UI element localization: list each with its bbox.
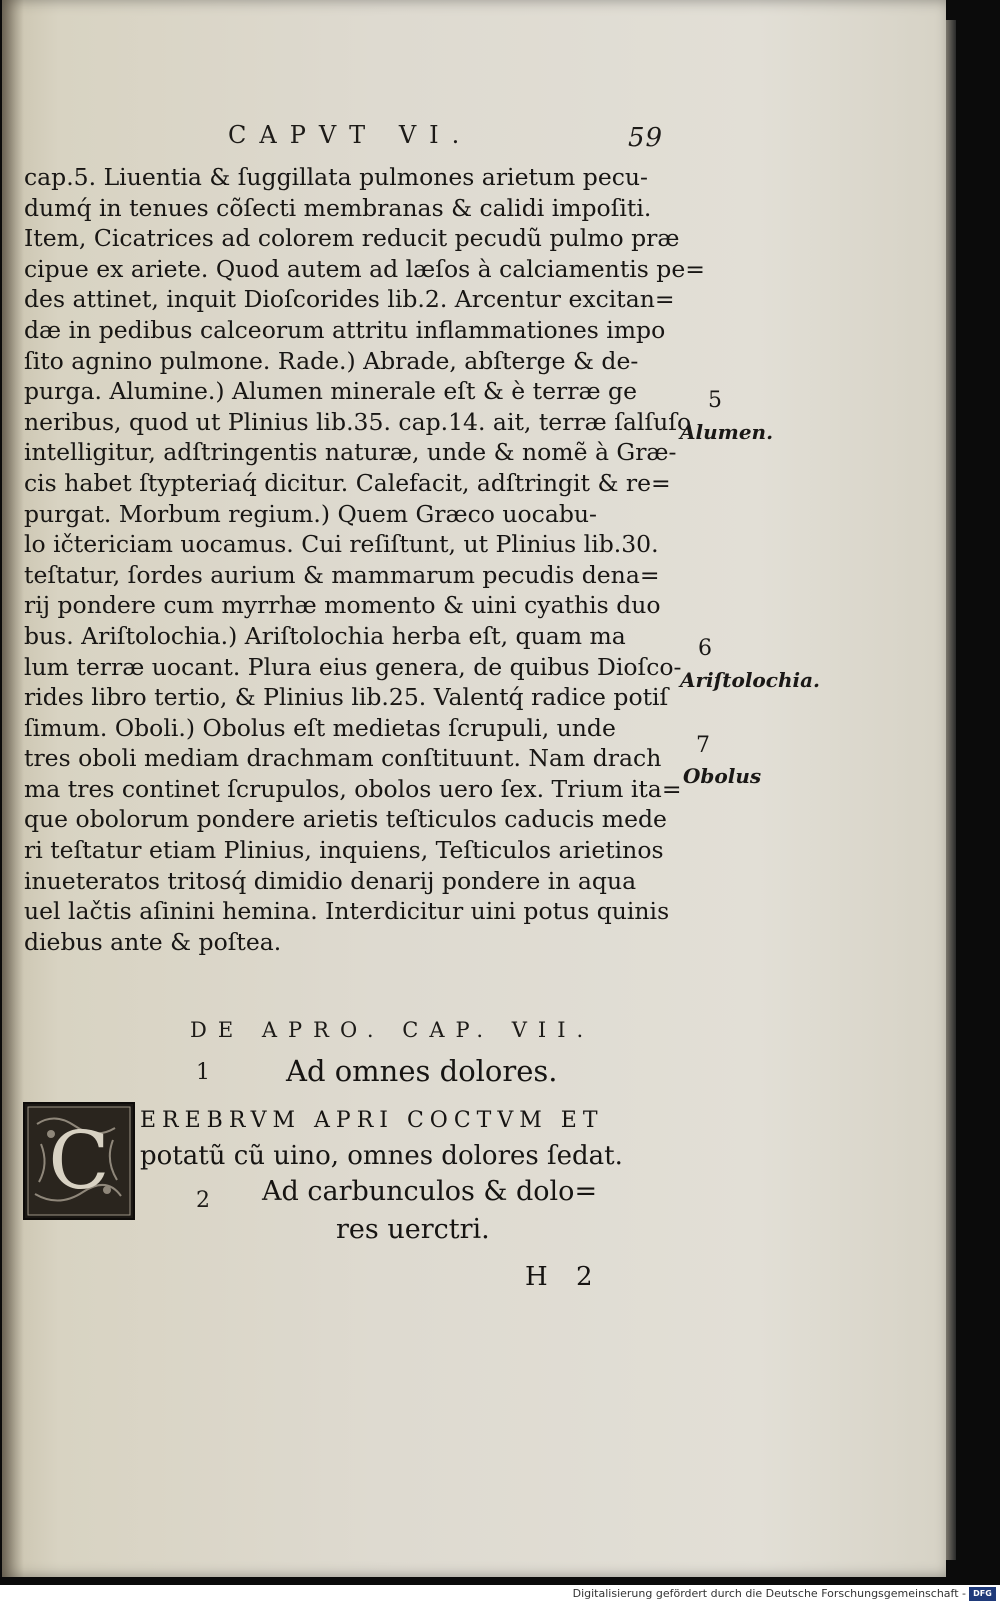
margin-note-number: 6 [698,636,712,661]
text-line: uel lačtis aſinini hemina. Interdicitur uini potus quinis [24,897,670,926]
section-title: Ad carbunculos & dolo= [262,1176,598,1207]
text-line: dæ in pedibus calceorum attritu inflammationes impo [24,315,666,344]
text-line: cap.5. Liuentia & ſuggillata pulmones arietum pecu- [24,163,648,191]
decorated-initial-art [25,1104,133,1218]
text-line: purga. Alumine.) Alumen minerale eſt & è terræ ge [24,377,637,406]
signature-mark: H 2 [525,1262,603,1292]
text-line: rij pondere cum myrrhæ momento & uini cyathis duo [24,591,661,620]
text-line: ma tres continet ſcrupulos, obolos uero ſex. Trium ita= [24,774,682,803]
text-line: ſito agnino pulmone. Rade.) Abrade, abſterge & de- [24,346,639,375]
text-line: tres oboli mediam drachmam conſtituunt. Nam drach [24,744,662,773]
footer-credit: Digitalisierung gefördert durch die Deutsche Forschungsgemeinschaft - [572,1587,966,1600]
text-line: intelligitur, adſtringentis naturæ, unde & nomẽ à Græ- [24,438,677,467]
chapter-heading: DE APRO. CAP. VII. [190,1018,595,1042]
page-number: 59 [628,123,664,153]
text-line: ri teſtatur etiam Plinius, inquiens, Teſticulos arietinos [24,836,664,865]
text-line: dumq́ in tenues cõſecti membranas & calidi impoſiti. [24,193,652,222]
margin-note-number: 7 [696,733,710,758]
text-line: Item, Cicatrices ad colorem reducit pecudũ pulmo præ [24,224,680,253]
text-line: cipue ex ariete. Quod autem ad læſos à calciamentis pe= [24,254,705,283]
footer-bar [0,1585,1000,1604]
opening-capitals: EREBRVM APRI COCTVM ET [140,1108,604,1133]
text-line: ſimum. Oboli.) Obolus eſt medietas ſcrupuli, unde [24,713,616,742]
text-line: lo ičtericiam uocamus. Cui reſiſtunt, ut Plinius lib.30. [24,530,659,559]
text-line: teſtatur, ſordes aurium & mammarum pecudis dena= [24,560,660,589]
decorated-initial [23,1102,135,1220]
dfg-logo: DFG [969,1587,996,1601]
section-number: 2 [196,1188,210,1213]
margin-note-label: Ariſtolochia. [680,668,821,692]
text-line: que obolorum pondere arietis teſticulos caducis mede [24,805,667,834]
margin-note-label: Obolus [683,764,762,788]
opening-line: potatũ cũ uino, omnes dolores ſedat. [140,1141,623,1171]
page-gutter-shadow [2,0,24,1577]
section-number: 1 [196,1060,210,1085]
section-title: Ad omnes dolores. [286,1054,558,1088]
margin-note-label: Alumen. [680,420,774,444]
initial-letter: C [48,1114,110,1207]
text-line: diebus ante & poſtea. [24,927,282,956]
body-text [24,162,705,957]
text-line: lum terræ uocant. Plura eius genera, de quibus Dioſco- [24,652,682,681]
section-title: res uerctri. [336,1214,490,1245]
text-line: neribus, quod ut Plinius lib.35. cap.14. ait, terræ ſalſuſo [24,407,692,436]
text-line: purgat. Morbum regium.) Quem Græco uocabu- [24,499,597,528]
text-line: cis habet ſtypteriaq́ dicitur. Calefacit, adſtringit & re= [24,468,671,497]
text-line: inueteratos tritosq́ dimidio denarij pondere in aqua [24,866,637,895]
running-head: CAPVT VI. [228,121,473,149]
text-line: des attinet, inquit Dioſcorides lib.2. Arcentur excitan= [24,285,675,314]
text-line: bus. Ariſtolochia.) Ariſtolochia herba eſt, quam ma [24,621,626,650]
text-line: rides libro tertio, & Plinius lib.25. Valentq́ radice potiſ [24,683,669,712]
page-edge [946,20,956,1560]
margin-note-number: 5 [708,388,722,413]
